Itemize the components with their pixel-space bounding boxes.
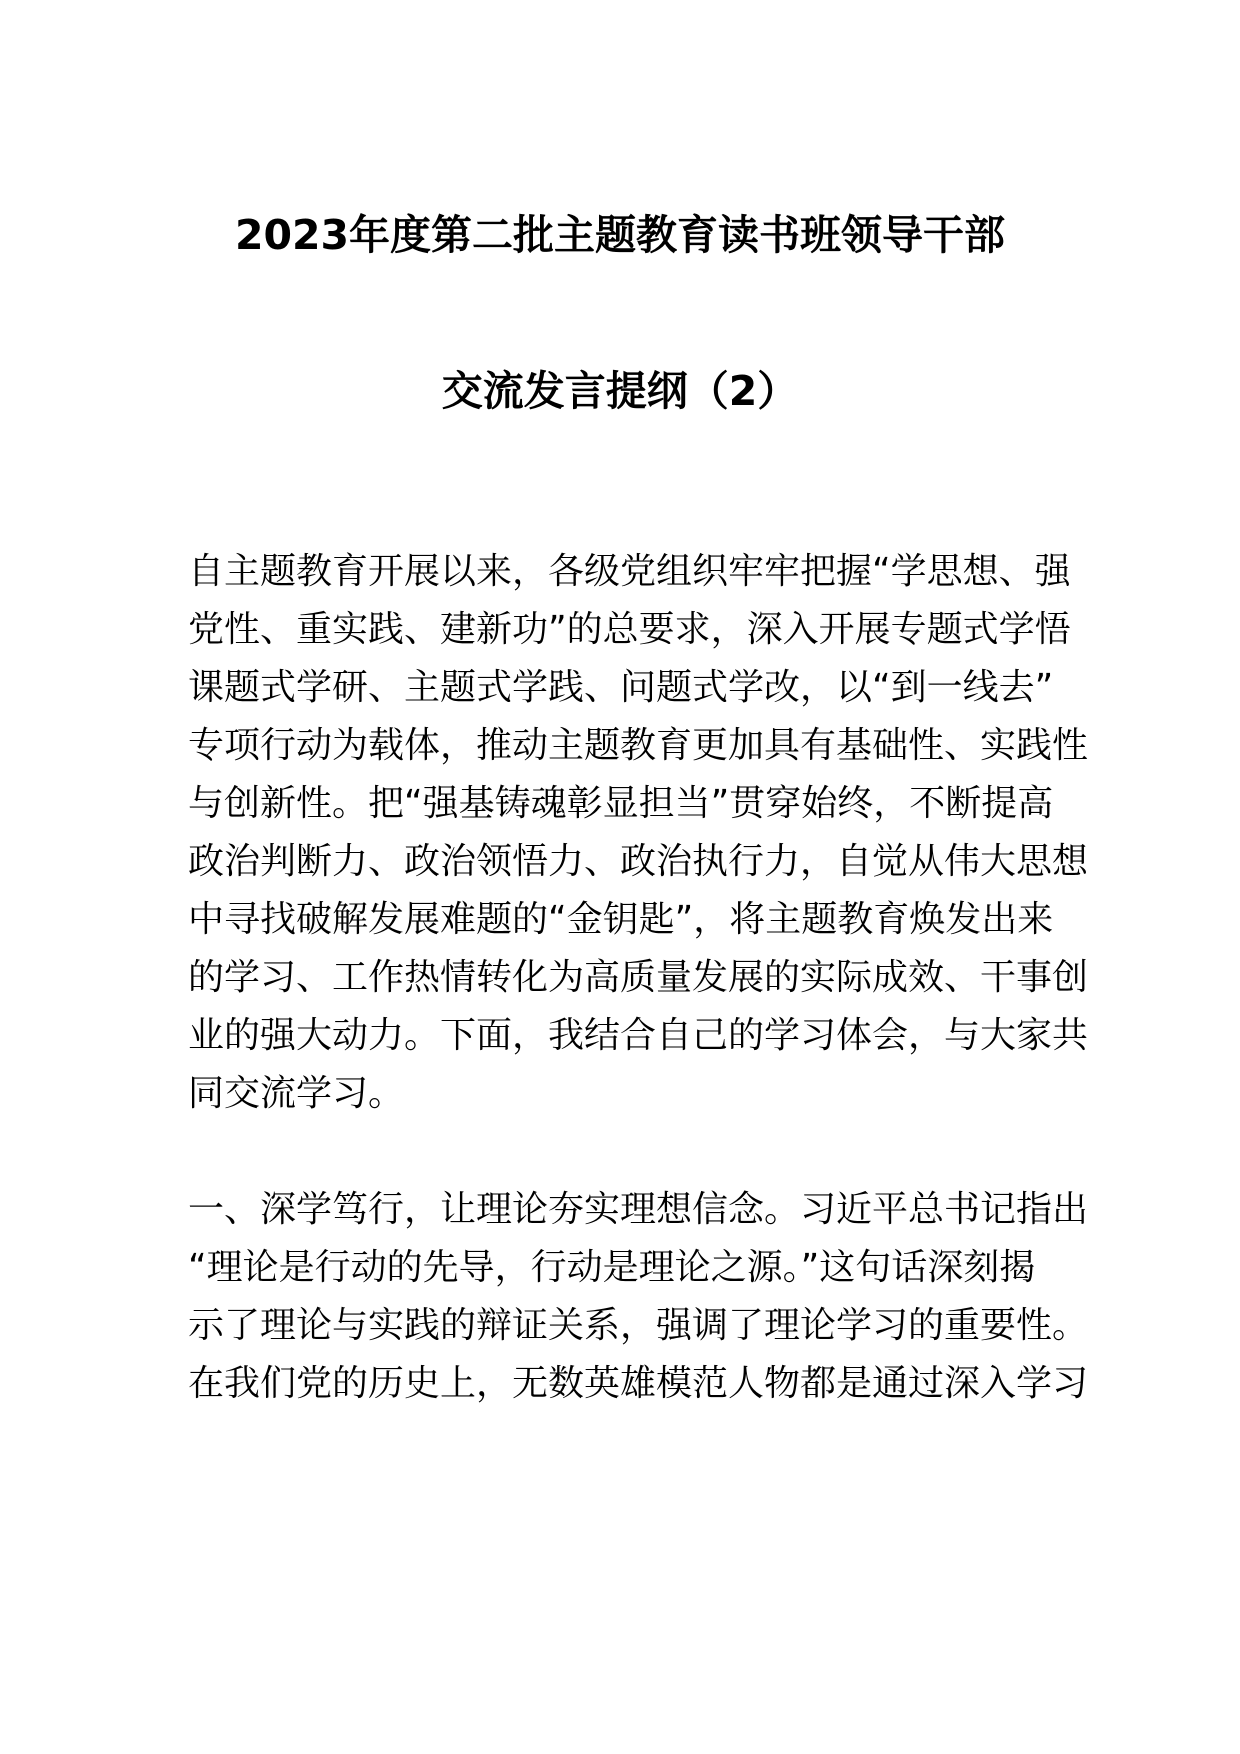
paragraph-line: 课题式学研、主题式学践、问题式学改，以“到一线去” xyxy=(188,667,1054,708)
paragraph-line: 中寻找破解发展难题的“金钥匙”，将主题教育焕发出来 xyxy=(188,899,1054,940)
paragraph-line: 的学习、工作热情转化为高质量发展的实际成效、干事创 xyxy=(188,957,1089,998)
paragraph-line: “理论是行动的先导，行动是理论之源。”这句话深刻揭 xyxy=(188,1247,1036,1288)
section-heading-line: 一、深学笃行，让理论夯实理想信念。习近平总书记指出 xyxy=(188,1189,1089,1230)
paragraph-line: 自主题教育开展以来，各级党组织牢牢把握“学思想、强 xyxy=(188,551,1071,592)
document-title-line-2: 交流发言提纲（2） xyxy=(441,367,799,415)
paragraph-line: 专项行动为载体，推动主题教育更加具有基础性、实践性 xyxy=(188,725,1089,766)
paragraph-line: 政治判断力、政治领悟力、政治执行力，自觉从伟大思想 xyxy=(188,841,1089,882)
document-title-line-1: 2023年度第二批主题教育读书班领导干部 xyxy=(234,211,1006,259)
paragraph-line: 党性、重实践、建新功”的总要求，深入开展专题式学悟 xyxy=(188,609,1071,650)
paragraph-line: 同交流学习。 xyxy=(188,1073,405,1114)
paragraph-line: 业的强大动力。下面，我结合自己的学习体会，与大家共 xyxy=(188,1015,1089,1056)
paragraph-line: 与创新性。把“强基铸魂彰显担当”贯穿始终，不断提高 xyxy=(188,783,1054,824)
paragraph-line: 示了理论与实践的辩证关系，强调了理论学习的重要性。 xyxy=(188,1305,1089,1346)
paragraph-line: 在我们党的历史上，无数英雄模范人物都是通过深入学习 xyxy=(188,1363,1089,1404)
